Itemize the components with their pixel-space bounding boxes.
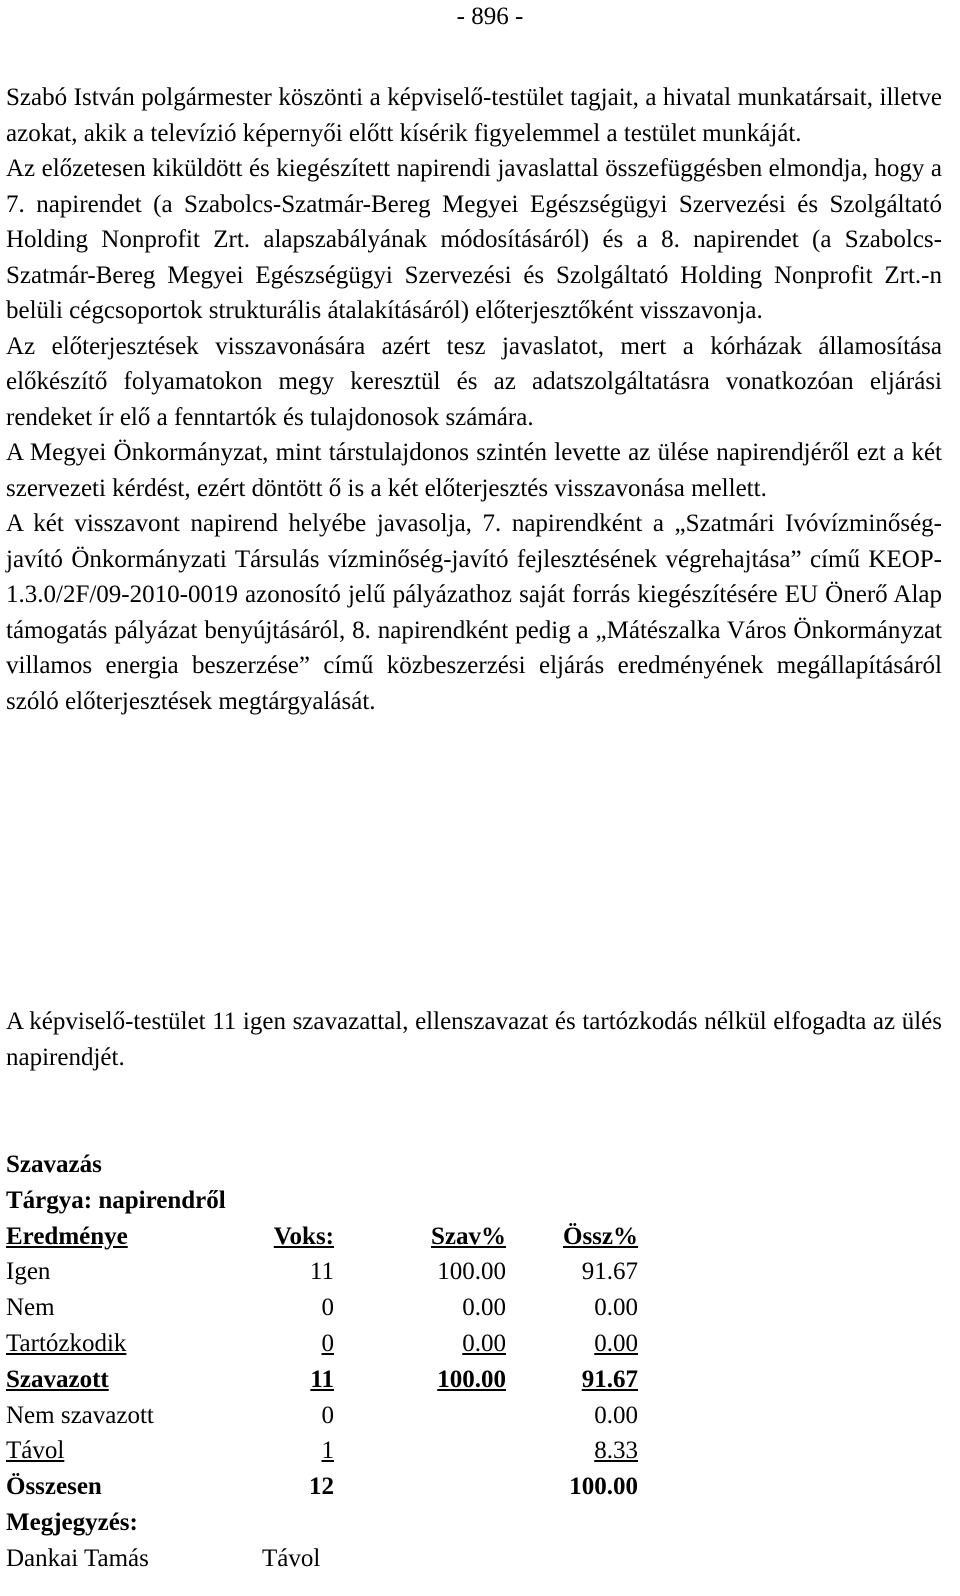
row-szav: 0.00 xyxy=(462,1329,506,1357)
header-szav: Szav% xyxy=(431,1222,506,1250)
table-row-szavazott xyxy=(6,1362,638,1398)
body-text xyxy=(6,80,942,719)
row-voks: 0 xyxy=(321,1294,334,1322)
row-voks: 11 xyxy=(310,1365,334,1393)
paragraph-county: A Megyei Önkormányzat, mint társtulajdonos szintén levette az ülése napirendjéről ezt a két szervezeti kérdést, ezért döntött ő is a két előterjesztés visszavonása mellett. xyxy=(6,439,942,502)
vote-title: Szavazás xyxy=(6,1151,102,1178)
header-voks: Voks: xyxy=(273,1222,334,1250)
row-label: Igen xyxy=(6,1258,51,1286)
row-ossz: 91.67 xyxy=(581,1365,638,1393)
note-label: Megjegyzés: xyxy=(6,1508,138,1536)
vote-subject: Tárgya: napirendről xyxy=(6,1186,226,1214)
row-voks: 0 xyxy=(321,1329,334,1357)
header-ossz: Össz% xyxy=(563,1222,638,1250)
row-szav: 100.00 xyxy=(437,1258,506,1286)
row-ossz: 91.67 xyxy=(581,1258,638,1286)
row-label: Nem szavazott xyxy=(6,1401,154,1429)
row-label: Tartózkodik xyxy=(6,1329,127,1357)
table-row-nem xyxy=(6,1290,638,1326)
row-szav xyxy=(334,1469,506,1505)
row-ossz: 0.00 xyxy=(594,1401,638,1429)
row-label: Szavazott xyxy=(6,1365,109,1393)
row-ossz: 100.00 xyxy=(569,1473,638,1501)
vote-results-table xyxy=(6,1219,638,1505)
paragraph-greeting: Szabó István polgármester köszönti a képviselő-testület tagjait, a hivatal munkatársait, illetve azokat, akik a televízió képernyői előtt kísérik figyelemmel a testület munkáját. xyxy=(6,84,942,147)
table-row-nem-szavazott xyxy=(6,1398,638,1434)
row-label: Összesen xyxy=(6,1473,102,1501)
row-label: Nem xyxy=(6,1294,55,1322)
note-status: Távol xyxy=(262,1544,321,1572)
row-szav: 0.00 xyxy=(462,1294,506,1322)
row-szav xyxy=(334,1433,506,1469)
paragraph-replacement: A két visszavont napirend helyébe javasolja, 7. napirendként a „Szatmári Ivóvízminőség-javító Önkormányzati Társulás vízminőség-javító fejlesztésének végrehajtása” című KEOP-1.3.0/2F/09-2010-0019 azonosító jelű pályázathoz saját forrás kiegészítésére EU Önerő Alap támogatás pályázat benyújtásáról, 8. napirendként pedig a „Mátészalka Város Önkormányzat villamos energia beszerzése” című közbeszerzési eljárás eredményének megállapításáról szóló előterjesztések megtárgyalását. xyxy=(6,510,942,715)
row-voks: 1 xyxy=(321,1437,334,1465)
row-voks: 12 xyxy=(309,1473,334,1501)
row-ossz: 0.00 xyxy=(594,1329,638,1357)
page-number: - 896 - xyxy=(456,3,524,30)
row-label: Távol xyxy=(6,1437,65,1465)
vote-sentence: A képviselő-testület 11 igen szavazattal, ellenszavazat és tartózkodás nélkül elfogadta az ülés napirendjét. xyxy=(6,1008,942,1071)
table-row-igen xyxy=(6,1254,638,1290)
row-ossz: 8.33 xyxy=(594,1437,638,1465)
table-row-osszesen xyxy=(6,1469,638,1505)
vote-block xyxy=(6,1147,706,1577)
table-row-tartozkodik xyxy=(6,1326,638,1362)
row-ossz: 0.00 xyxy=(594,1294,638,1322)
note-row xyxy=(6,1541,706,1577)
row-voks: 0 xyxy=(321,1401,334,1429)
note-name: Dankai Tamás xyxy=(6,1544,149,1572)
table-header-row xyxy=(6,1219,638,1255)
paragraph-agenda-withdrawal: Az előzetesen kiküldött és kiegészített napirendi javaslattal összefüggésben elmondja, hogy a 7. napirendet (a Szabolcs-Szatmár-Bereg Megyei Egészségügyi Szervezési és Szolgáltató Holding Nonprofit Zrt. alapszabályának módosításáról) és a 8. napirendet (a Szabolcs-Szatmár-Bereg Megyei Egészségügyi Szervezési és Szolgáltató Holding Nonprofit Zrt.-n belüli cégcsoportok strukturális átalakításáról) előterjesztőként visszavonja. xyxy=(6,155,942,324)
vote-sentence-block xyxy=(6,1004,942,1076)
table-row-tavol xyxy=(6,1433,638,1469)
row-szav xyxy=(334,1398,506,1434)
header-eredmenye: Eredménye xyxy=(6,1222,128,1250)
paragraph-reason: Az előterjesztések visszavonására azért tesz javaslatot, mert a kórházak államosítása előkészítő folyamatokon megy keresztül és az adatszolgáltatásra vonatkozóan eljárási rendeket ír elő a fenntartók és tulajdonosok számára. xyxy=(6,332,942,431)
row-szav: 100.00 xyxy=(437,1365,506,1393)
row-voks: 11 xyxy=(309,1258,334,1286)
